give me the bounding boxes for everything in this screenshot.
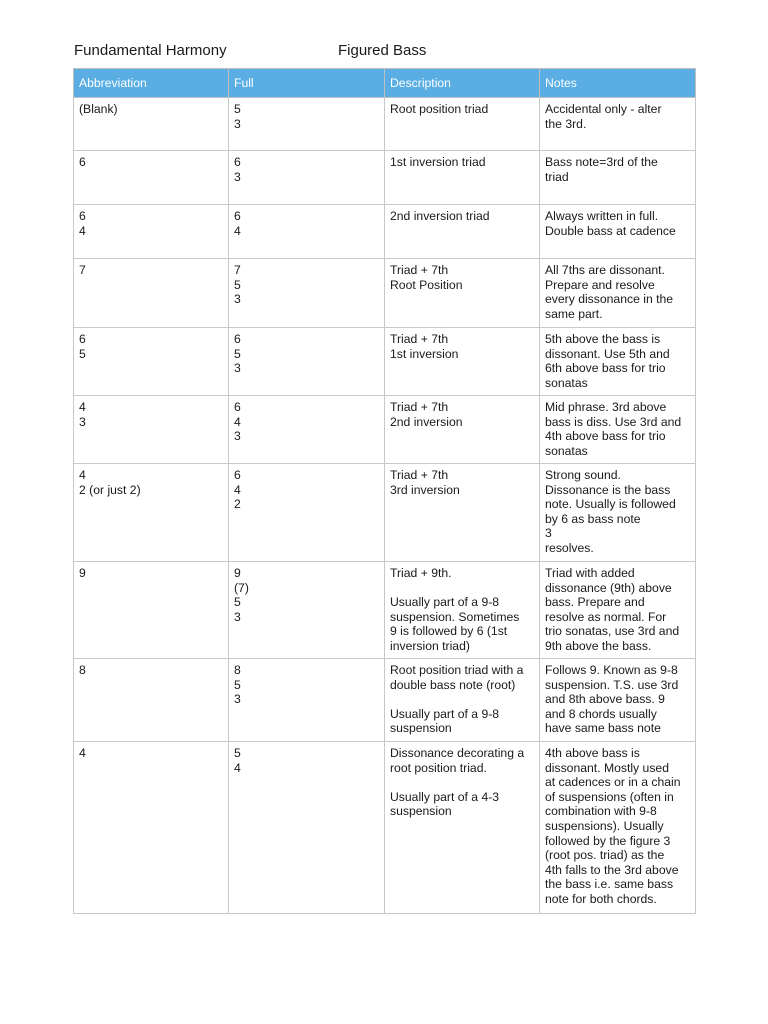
table-row [74, 328, 696, 396]
abbreviation-cell: 4 [74, 742, 229, 914]
description-cell: Triad + 7th 2nd inversion [385, 396, 540, 464]
abbreviation-cell: 8 [74, 659, 229, 742]
notes-cell: Follows 9. Known as 9-8 suspension. T.S. use 3rd and 8th above bass. 9 and 8 chords usually have same bass note [540, 659, 696, 742]
abbreviation-cell: 7 [74, 259, 229, 328]
full-cell: 6 5 3 [229, 328, 385, 396]
abbreviation-cell: 9 [74, 562, 229, 659]
table-row [74, 396, 696, 464]
description-cell: Dissonance decorating a root position triad. Usually part of a 4-3 suspension [385, 742, 540, 914]
description-cell: Triad + 9th. Usually part of a 9-8 suspension. Sometimes 9 is followed by 6 (1st inversion triad) [385, 562, 540, 659]
full-cell: 6 4 3 [229, 396, 385, 464]
table-row [74, 98, 696, 151]
notes-cell: All 7ths are dissonant. Prepare and resolve every dissonance in the same part. [540, 259, 696, 328]
description-cell: Triad + 7th Root Position [385, 259, 540, 328]
full-cell: 8 5 3 [229, 659, 385, 742]
column-header-abbreviation: Abbreviation [74, 69, 229, 98]
full-cell: 7 5 3 [229, 259, 385, 328]
figured-bass-table [73, 68, 696, 914]
notes-cell: 5th above the bass is dissonant. Use 5th and 6th above bass for trio sonatas [540, 328, 696, 396]
description-cell: Root position triad with a double bass note (root) Usually part of a 9-8 suspension [385, 659, 540, 742]
full-cell: 6 4 [229, 205, 385, 259]
full-cell: 6 3 [229, 151, 385, 205]
table-row [74, 562, 696, 659]
notes-cell: Triad with added dissonance (9th) above bass. Prepare and resolve as normal. For trio sonatas, use 3rd and 9th above the bass. [540, 562, 696, 659]
column-header-description: Description [385, 69, 540, 98]
table-row [74, 464, 696, 562]
description-cell: Root position triad [385, 98, 540, 151]
document-subtitle: Figured Bass [338, 42, 427, 59]
abbreviation-cell: 6 4 [74, 205, 229, 259]
description-cell: 1st inversion triad [385, 151, 540, 205]
table-row [74, 659, 696, 742]
column-header-notes: Notes [540, 69, 696, 98]
notes-cell: Always written in full. Double bass at cadence [540, 205, 696, 259]
notes-cell: 4th above bass is dissonant. Mostly used at cadences or in a chain of suspensions (often in combination with 9-8 suspensions). Usually followed by the figure 3 (root pos. triad) as the 4th falls to the 3rd above the bass i.e. same bass note for both chords. [540, 742, 696, 914]
column-header-full: Full [229, 69, 385, 98]
abbreviation-cell: 6 5 [74, 328, 229, 396]
full-cell: 6 4 2 [229, 464, 385, 562]
table-row [74, 151, 696, 205]
description-cell: 2nd inversion triad [385, 205, 540, 259]
notes-cell: Accidental only - alter the 3rd. [540, 98, 696, 151]
full-cell: 5 4 [229, 742, 385, 914]
table-header-row [74, 69, 696, 98]
table-row [74, 742, 696, 914]
notes-cell: Bass note=3rd of the triad [540, 151, 696, 205]
notes-cell: Strong sound. Dissonance is the bass note. Usually is followed by 6 as bass note 3 resolves. [540, 464, 696, 562]
full-cell: 5 3 [229, 98, 385, 151]
abbreviation-cell: 4 2 (or just 2) [74, 464, 229, 562]
notes-cell: Mid phrase. 3rd above bass is diss. Use 3rd and 4th above bass for trio sonatas [540, 396, 696, 464]
document-title: Fundamental Harmony [74, 42, 227, 59]
table-row [74, 205, 696, 259]
abbreviation-cell: 6 [74, 151, 229, 205]
description-cell: Triad + 7th 3rd inversion [385, 464, 540, 562]
abbreviation-cell: (Blank) [74, 98, 229, 151]
abbreviation-cell: 4 3 [74, 396, 229, 464]
full-cell: 9 (7) 5 3 [229, 562, 385, 659]
table-row [74, 259, 696, 328]
description-cell: Triad + 7th 1st inversion [385, 328, 540, 396]
